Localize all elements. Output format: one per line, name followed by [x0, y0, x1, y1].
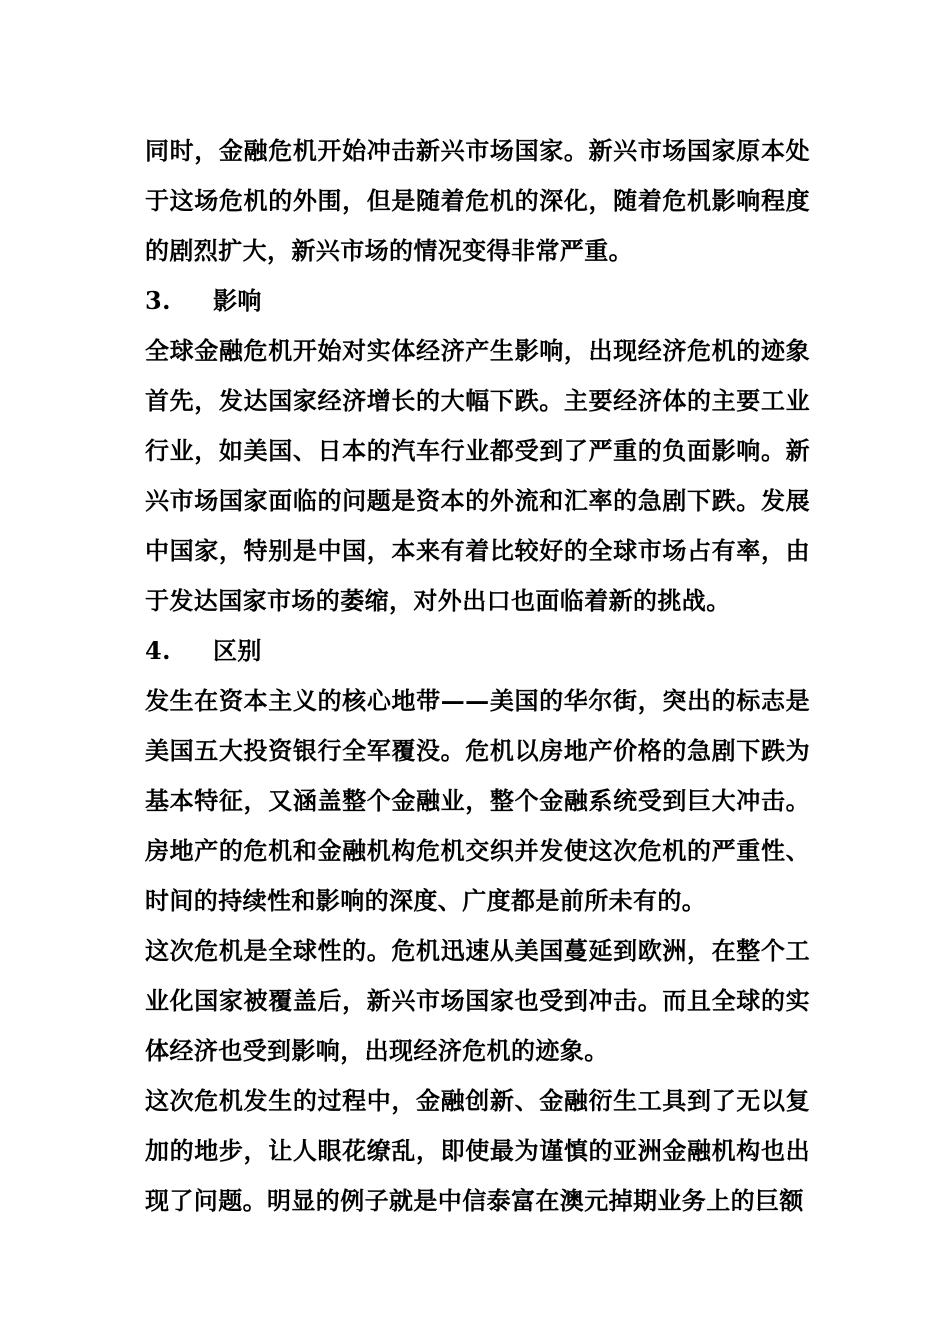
paragraph-impact: 全球金融危机开始对实体经济产生影响，出现经济危机的迹象首先，发达国家经济增长的大幅下跌。主要经济体的主要工业行业，如美国、日本的汽车行业都受到了严重的负面影响。新兴市场国家面临的问题是资本的外流和汇率的急剧下跌。发展中国家，特别是中国，本来有着比较好的全球市场占有率，由于发达国家市场的萎缩，对外出口也面临着新的挑战。	[145, 336, 810, 615]
section-number: 3.	[145, 286, 171, 315]
section-heading-impact	[145, 276, 810, 326]
section-heading-difference	[145, 626, 810, 676]
paragraph-financial-innovation: 这次危机发生的过程中，金融创新、金融衍生工具到了无以复加的地步，让人眼花缭乱，即使最为谨慎的亚洲金融机构也出现了问题。明显的例子就是中信泰富在澳元掉期业务上的巨额	[145, 1086, 810, 1215]
section-number: 4.	[145, 636, 171, 665]
paragraph-global-crisis: 这次危机是全球性的。危机迅速从美国蔓延到欧洲，在整个工业化国家被覆盖后，新兴市场国家也受到冲击。而且全球的实体经济也受到影响，出现经济危机的迹象。	[145, 936, 810, 1065]
paragraph-emerging-markets: 同时，金融危机开始冲击新兴市场国家。新兴市场国家原本处于这场危机的外围，但是随着危机的深化，随着危机影响程度的剧烈扩大，新兴市场的情况变得非常严重。	[145, 136, 810, 265]
paragraph-wall-street: 发生在资本主义的核心地带——美国的华尔街，突出的标志是美国五大投资银行全军覆没。危机以房地产价格的急剧下跌为基本特征，又涵盖整个金融业，整个金融系统受到巨大冲击。房地产的危机和金融机构危机交织并发使这次危机的严重性、时间的持续性和影响的深度、广度都是前所未有的。	[145, 686, 810, 915]
document-body	[145, 126, 810, 1226]
section-title: 影响	[213, 286, 262, 315]
section-title: 区别	[213, 636, 262, 665]
